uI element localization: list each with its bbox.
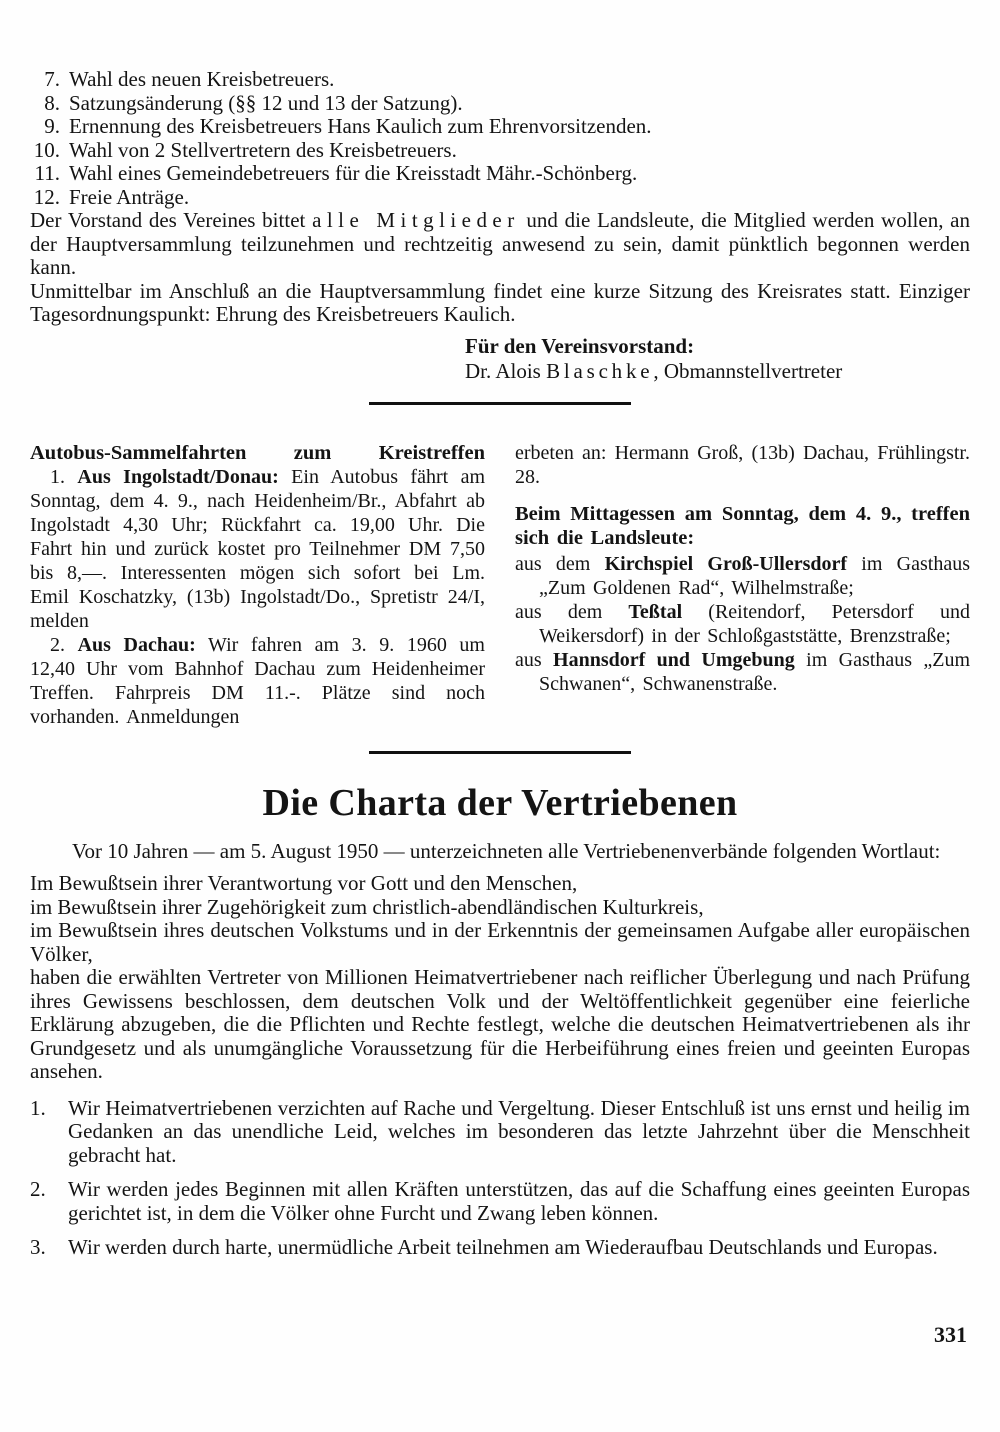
charta-point-number: 1. — [30, 1095, 46, 1120]
preamble-line: Im Bewußtsein ihrer Verantwortung vor Gott und den Menschen, — [30, 871, 578, 895]
agenda-item — [30, 68, 970, 92]
agenda-item — [30, 139, 970, 163]
preamble-line: im Bewußtsein ihres deutschen Volkstums und in der Erkenntnis der gemeinsamen Aufgabe aller europäischen Völker, — [30, 918, 970, 966]
bus-item-text: Ein Autobus fährt am Sonntag, dem 4. 9., nach Heidenheim/Br., Abfahrt ab Ingolstadt 4,30 Uhr; Rückfahrt ca. 19,00 Uhr. Die Fahrt hin und zurück kostet pro Teilnehmer DM 7,50 bis 8,—. Interessenten mögen sich sofort bei Lm. Emil Koschatzky, (13b) Ingolstadt/Do., Spretistr 24/I, melden — [30, 465, 486, 632]
venue-name: Hannsdorf und Umgebung — [553, 648, 795, 671]
signature-role: , Obmannstellvertreter — [653, 358, 843, 383]
venue-details: im Gasthaus „Zum Goldenen Rad“, Wilhelmstraße; — [539, 552, 970, 599]
charta-title: Die Charta der Vertriebenen — [262, 781, 738, 824]
agenda-item-number: 8. — [44, 90, 60, 115]
charta-point-number: 2. — [30, 1177, 46, 1201]
agenda-item-number: 12. — [33, 184, 60, 209]
signature-prefix: Dr. Alois — [465, 358, 547, 383]
charta-point-text: Wir Heimatvertriebenen verzichten auf Rache und Vergeltung. Dieser Entschluß ist uns ernst und heilig im Gedanken an das unendliche Leid, welches im besonderen das letzte Jahrzehnt über die Menschheit gebracht hat. — [68, 1095, 970, 1167]
venue-prefix: aus — [515, 648, 554, 671]
venue-details: im Gasthaus „Zum Schwanen“, Schwanenstraße. — [539, 648, 971, 695]
charta-point — [30, 1097, 970, 1168]
bus-item-label: Aus Dachau: — [77, 633, 196, 656]
emphasized-spaced-text: alle Mitglieder — [312, 208, 520, 232]
agenda-item-text: Wahl von 2 Stellvertretern des Kreisbetreuers. — [69, 137, 457, 162]
venue-item — [515, 600, 970, 648]
agenda-item-number: 11. — [34, 161, 60, 185]
bus-item-continuation: erbeten an: Hermann Groß, (13b) Dachau, Frühlingstr. 28. — [515, 441, 970, 488]
agenda-item — [30, 186, 970, 210]
bus-item-dachau — [30, 633, 485, 729]
venue-name: Teßtal — [628, 600, 683, 623]
venue-prefix: aus dem — [515, 552, 605, 575]
agenda-item-text: Wahl des neuen Kreisbetreuers. — [69, 67, 335, 91]
lunch-meeting-heading: Beim Mittagessen am Sonntag, dem 4. 9., treffen sich die Landsleute: — [515, 502, 970, 549]
bus-item-number: 2. — [50, 633, 78, 656]
bus-item-number: 1. — [50, 465, 78, 488]
bus-section-columns — [30, 441, 970, 729]
paragraph-text: Der Vorstand des Vereines bittet — [30, 208, 313, 232]
agenda-item-number: 9. — [44, 114, 60, 138]
agenda-item-text: Ernennung des Kreisbetreuers Hans Kaulich zum Ehrenvorsitzenden. — [69, 114, 652, 138]
agenda-list — [30, 68, 970, 209]
page-number: 331 — [934, 1322, 967, 1347]
venue-item — [515, 648, 970, 696]
agenda-item-number: 10. — [33, 137, 60, 162]
board-invitation-paragraph — [30, 209, 970, 280]
section-divider — [369, 751, 631, 754]
bus-item-text: Wir fahren am 3. 9. 1960 um 12,40 Uhr vom Bahnhof Dachau zum Heidenheimer Treffen. Fahrpreis DM 11.-. Plätze sind noch vorhanden. Anmeldungen — [30, 633, 485, 728]
bus-section-heading: Autobus-Sammelfahrten zum Kreistreffen — [30, 441, 485, 464]
bus-item-label: Aus Ingolstadt/Donau: — [77, 465, 279, 488]
charta-intro-paragraph: Vor 10 Jahren — am 5. August 1950 — unterzeichneten alle Vertriebenenverbände folgenden Wortlaut: — [72, 838, 941, 863]
agenda-item — [30, 115, 970, 139]
agenda-item-number: 7. — [44, 67, 60, 91]
charta-point-text: Wir werden durch harte, unermüdliche Arbeit teilnehmen am Wiederaufbau Deutschlands und Europas. — [68, 1235, 938, 1259]
charta-point — [30, 1236, 970, 1260]
agenda-item-text: Freie Anträge. — [69, 184, 190, 209]
left-column — [30, 441, 485, 729]
kreisrat-session-paragraph: Unmittelbar im Anschluß an die Hauptversammlung findet eine kurze Sitzung des Kreisrates statt. Einziger Tagesordnungspunkt: Ehrung des Kreisbetreuers Kaulich. — [30, 278, 970, 326]
paragraph-text: und die Landsleute, die Mitglied werden wollen, an der Hauptversammlung teilzunehmen und rechtzeitig anwesend zu sein, damit pünktlich begonnen werden kann. — [30, 208, 971, 279]
charta-point-number: 3. — [30, 1235, 46, 1259]
venue-prefix: aus dem — [515, 600, 629, 623]
agenda-item-text: Satzungsänderung (§§ 12 und 13 der Satzung). — [69, 90, 463, 115]
agenda-item — [30, 92, 970, 116]
charta-points-list — [30, 1097, 970, 1260]
section-divider — [369, 402, 631, 405]
agenda-item-text: Wahl eines Gemeindebetreuers für die Kreisstadt Mähr.-Schönberg. — [69, 161, 638, 185]
charta-point — [30, 1178, 970, 1225]
venue-details: (Reitendorf, Petersdorf und Weikersdorf) in der Schloßgaststätte, Brenzstraße; — [539, 600, 970, 647]
signature-line — [465, 359, 970, 384]
signature-title: Für den Vereinsvorstand: — [465, 333, 695, 358]
charta-point-text: Wir werden jedes Beginnen mit allen Kräften unterstützen, das auf die Schaffung eines geeinten Europas gerichtet ist, in dem die Völker ohne Furcht und Zwang leben können. — [68, 1177, 970, 1225]
preamble-line: im Bewußtsein ihrer Zugehörigkeit zum christlich-abendländischen Kulturkreis, — [30, 894, 704, 919]
venue-item — [515, 552, 970, 600]
signature-name: Blaschke — [546, 358, 654, 383]
charta-preamble — [30, 872, 970, 1084]
agenda-item — [30, 162, 970, 186]
venue-name: Kirchspiel Groß-Ullersdorf — [604, 552, 848, 575]
right-column — [515, 441, 970, 729]
signature-block — [465, 334, 970, 384]
bus-item-ingolstadt — [30, 465, 485, 633]
charta-declaration: haben die erwählten Vertreter von Millionen Heimatvertriebener nach reiflicher Überlegung und nach Prüfung ihres Gewissens beschlossen, dem deutschen Volk und der Weltöffentlichkeit gegenüber eine feierliche Erklärung abzugeben, die die Pflichten und Rechte festlegt, welche die deutschen Heimatvertriebenen als ihr Grundgesetz und als unumgängliche Voraussetzung für die Herbeiführung eines freien und geeinten Europas ansehen. — [30, 965, 970, 1083]
